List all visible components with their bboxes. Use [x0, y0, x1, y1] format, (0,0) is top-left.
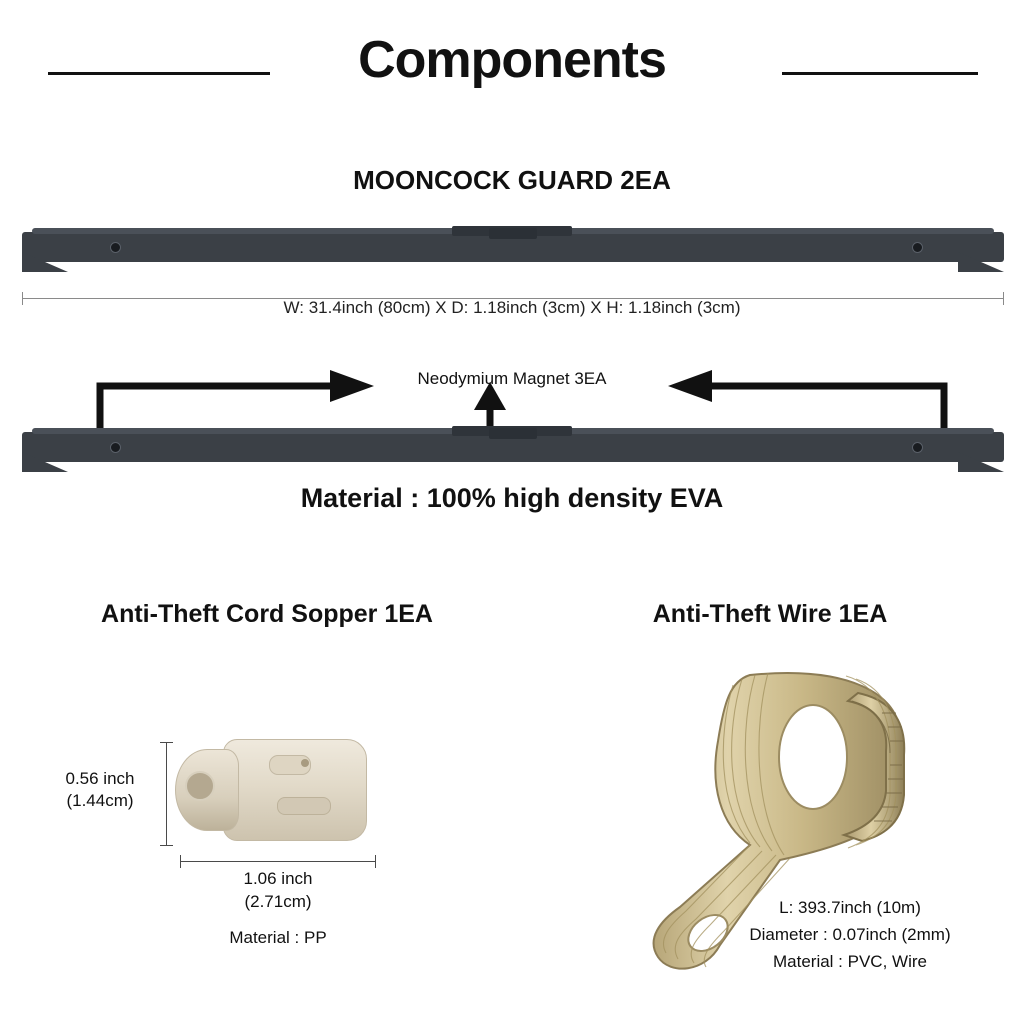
stopper-height-text — [48, 768, 152, 812]
wire-title: Anti-Theft Wire 1EA — [652, 600, 888, 628]
magnet-label: Neodymium Magnet 3EA — [417, 369, 607, 388]
stopper-slot — [277, 797, 331, 815]
header — [0, 0, 1024, 120]
cord-stopper-illustration — [175, 735, 380, 845]
wire-specs — [690, 894, 1010, 976]
wire-material-text: Material : PVC, Wire — [773, 952, 927, 972]
wire-length-text: L: 393.7inch (10m) — [779, 898, 921, 917]
page-title: Components — [358, 31, 666, 89]
stopper-width-inch: 1.06 inch — [243, 869, 313, 888]
guard-material-text: Material : 100% high density EVA — [300, 483, 724, 513]
stopper-title: Anti-Theft Cord Sopper 1EA — [101, 600, 433, 628]
stopper-width-dimension-line — [180, 855, 376, 868]
stopper-width-cm: (2.71cm) — [244, 891, 312, 911]
guard-dimensions-text: W: 31.4inch (80cm) X D: 1.18inch (3cm) X H: 1.18inch (3cm) — [283, 298, 741, 317]
guard-magnet-dot-left — [110, 442, 121, 453]
stopper-pin — [301, 759, 309, 767]
stopper-material-text: Material : PP — [229, 928, 327, 947]
stopper-cord-hole — [185, 771, 215, 801]
guard-bar-top-illustration — [22, 224, 1004, 280]
dimension-rule — [166, 742, 167, 846]
stopper-height-dimension-line — [160, 742, 173, 846]
guard-magnet-tab-center — [489, 428, 537, 439]
guard-magnet-dot-left — [110, 242, 121, 253]
guard-bar-bottom-illustration — [22, 424, 1004, 480]
dimension-rule — [180, 861, 376, 862]
stopper-width-text — [178, 868, 378, 914]
guard-title: MOONCOCK GUARD 2EA — [353, 165, 671, 195]
guard-magnet-dot-right — [912, 242, 923, 253]
guard-magnet-tab-center — [489, 228, 537, 239]
dimension-cap-right — [375, 855, 376, 868]
header-rule-right — [782, 72, 978, 75]
dimension-cap-bottom — [160, 845, 173, 846]
stopper-height-cm: (1.44cm) — [66, 791, 134, 811]
wire-diameter-text: Diameter : 0.07inch (2mm) — [749, 925, 951, 945]
guard-magnet-dot-right — [912, 442, 923, 453]
stopper-height-inch: 0.56 inch — [65, 769, 135, 788]
